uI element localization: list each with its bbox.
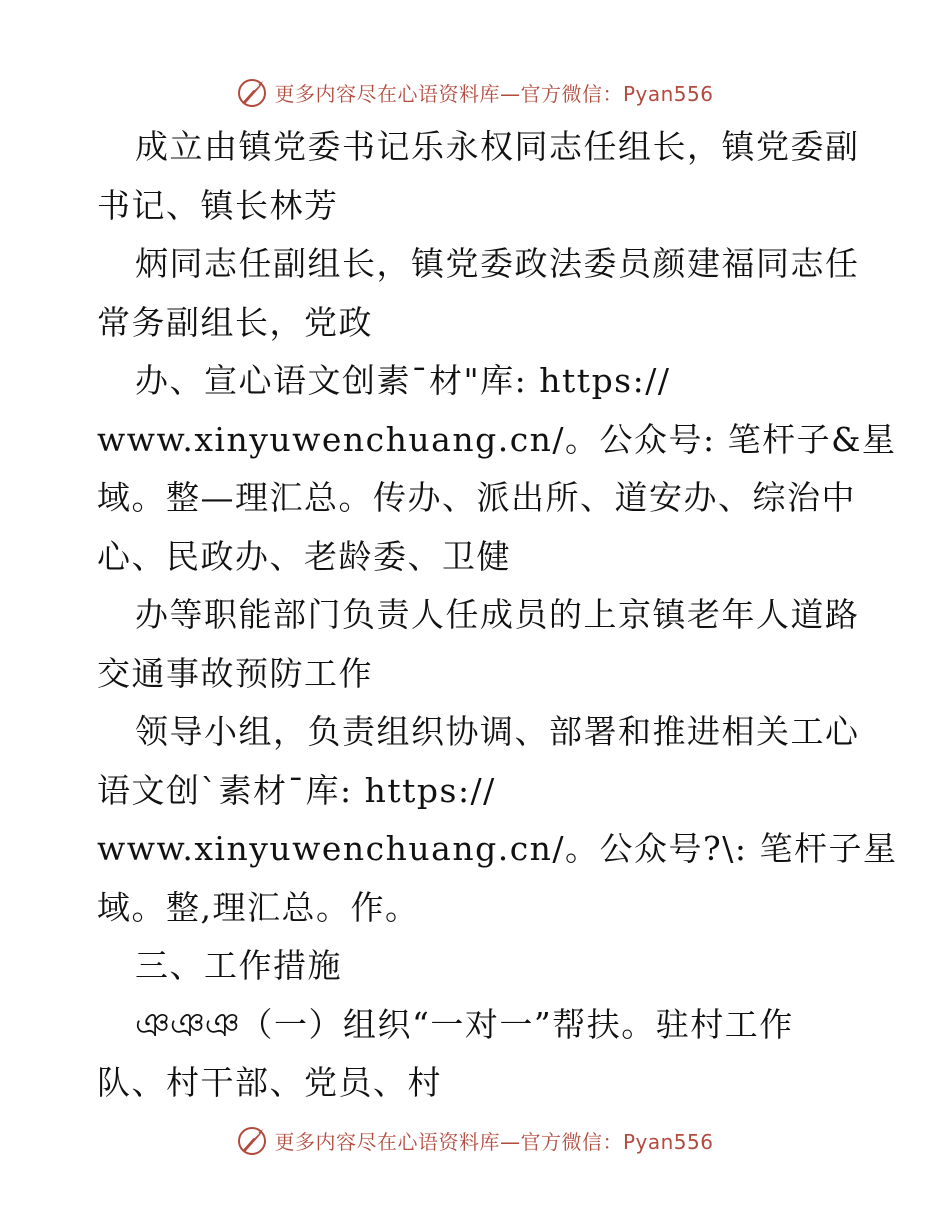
paragraph-line: 办等职能部门负责人任成员的上京镇老年人道路 xyxy=(135,595,860,634)
paragraph-line: 办、宣心语文创素¯材"库: https:// xyxy=(135,361,671,400)
paragraph-line: 心、民政办、老龄委、卫健 xyxy=(97,536,511,576)
header-banner xyxy=(0,72,950,112)
paragraph-line: www.xinyuwenchuang.cn/。公众号: 笔杆子&星 xyxy=(97,419,897,459)
paragraph-line: 域。整,理汇总。作。 xyxy=(97,887,420,927)
paragraph-line: 炳同志任副组长，镇党委政法委员颜建福同志任 xyxy=(135,244,860,283)
paragraph-line: 常务副组长，党政 xyxy=(97,302,373,342)
paragraph-line: 语文创`素材¯库: https:// xyxy=(97,770,496,810)
paragraph-line-text: （一）组织“一对一”帮扶。驻村工作 xyxy=(239,1004,794,1044)
paragraph-line: 书记、镇长林芳 xyxy=(97,185,339,225)
section-heading: 三、工作措施 xyxy=(135,946,342,985)
header-banner-text: 更多内容尽在心语资料库—官方微信：Pyan556 xyxy=(274,81,714,106)
ornament-glyphs: ঞঞঞ xyxy=(135,1004,240,1044)
paragraph-line: 领导小组，负责组织协调、部署和推进相关工心 xyxy=(135,712,860,751)
footer-banner xyxy=(0,1120,950,1160)
paragraph-line: 交通事故预防工作 xyxy=(97,653,373,693)
quill-pen-icon xyxy=(236,76,268,108)
paragraph-line: 成立由镇党委书记乐永权同志任组长，镇党委副 xyxy=(135,127,860,166)
paragraph-line: www.xinyuwenchuang.cn/。公众号?\: 笔杆子星 xyxy=(97,829,898,868)
footer-banner-text: 更多内容尽在心语资料库—官方微信：Pyan556 xyxy=(274,1129,714,1154)
quill-pen-icon xyxy=(236,1124,268,1156)
paragraph-line: 域。整—理汇总。传办、派出所、道安办、综治中 xyxy=(97,478,856,517)
paragraph-line xyxy=(97,996,857,1055)
document-body xyxy=(97,118,898,1113)
paragraph-line: 队、村干部、党员、村 xyxy=(97,1063,442,1102)
